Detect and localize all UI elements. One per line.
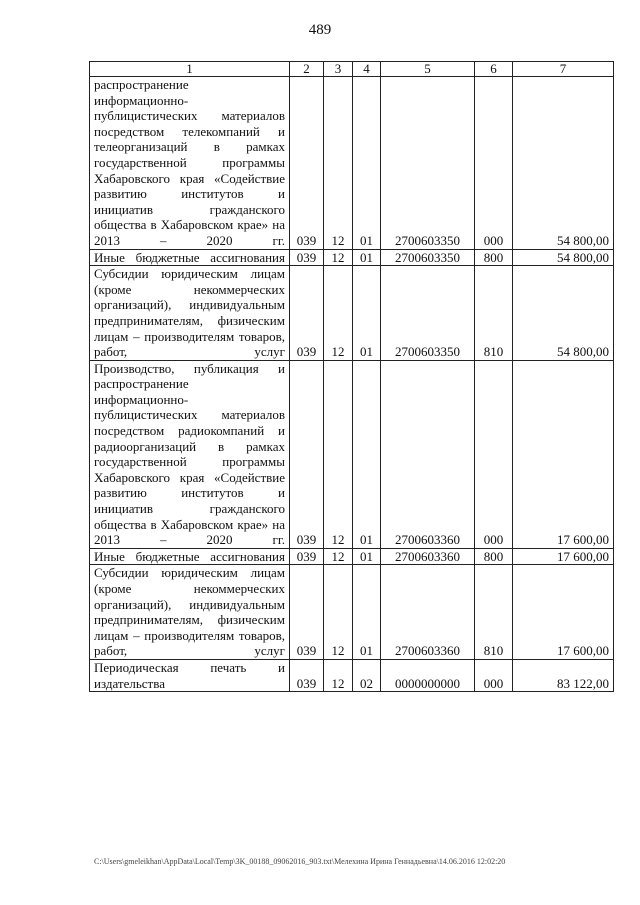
cell-admin-code: 039 xyxy=(290,548,324,565)
cell-subsection: 01 xyxy=(353,77,381,250)
header-cell: 1 xyxy=(90,62,290,77)
cell-amount: 17 600,00 xyxy=(513,565,614,660)
cell-section: 12 xyxy=(324,659,353,691)
row-name: Иные бюджетные ассигнования xyxy=(90,249,290,266)
cell-expense-type: 810 xyxy=(475,266,513,361)
cell-subsection: 01 xyxy=(353,249,381,266)
cell-admin-code: 039 xyxy=(290,266,324,361)
cell-amount: 54 800,00 xyxy=(513,249,614,266)
cell-amount: 54 800,00 xyxy=(513,266,614,361)
cell-amount: 17 600,00 xyxy=(513,548,614,565)
table-header-row xyxy=(90,62,614,77)
table-row xyxy=(90,77,614,250)
cell-expense-type: 800 xyxy=(475,249,513,266)
cell-admin-code: 039 xyxy=(290,249,324,266)
table-row xyxy=(90,360,614,548)
cell-expense-type: 800 xyxy=(475,548,513,565)
cell-section: 12 xyxy=(324,77,353,250)
header-cell: 5 xyxy=(381,62,475,77)
cell-admin-code: 039 xyxy=(290,659,324,691)
header-cell: 3 xyxy=(324,62,353,77)
row-name: Производство, публикация и распространение информационно-публицистических материалов посредством радиокомпаний и радиоорганизаций в рамках государственной программы Хабаровского края «Содействие развитию институтов и инициатив гражданского общества в Хабаровском крае» на 2013 – 2020 гг. xyxy=(90,360,290,548)
table-row xyxy=(90,548,614,565)
cell-section: 12 xyxy=(324,249,353,266)
cell-amount: 54 800,00 xyxy=(513,77,614,250)
row-name: Периодическая печать и издательства xyxy=(90,659,290,691)
table-row xyxy=(90,659,614,691)
row-name: Субсидии юридическим лицам (кроме некоммерческих организаций), индивидуальным предпринимателям, физическим лицам – производителям товаров, работ, услуг xyxy=(90,565,290,660)
cell-expense-type: 000 xyxy=(475,77,513,250)
header-cell: 6 xyxy=(475,62,513,77)
page-number: 489 xyxy=(308,22,332,38)
header-cell: 2 xyxy=(290,62,324,77)
cell-section: 12 xyxy=(324,360,353,548)
row-name: Иные бюджетные ассигнования xyxy=(90,548,290,565)
cell-target-article: 2700603350 xyxy=(381,249,475,266)
cell-admin-code: 039 xyxy=(290,77,324,250)
row-name: Субсидии юридическим лицам (кроме некоммерческих организаций), индивидуальным предпринимателям, физическим лицам – производителям товаров, работ, услуг xyxy=(90,266,290,361)
cell-subsection: 02 xyxy=(353,659,381,691)
cell-section: 12 xyxy=(324,565,353,660)
cell-expense-type: 000 xyxy=(475,659,513,691)
cell-subsection: 01 xyxy=(353,548,381,565)
row-name: распространение информационно-публицистических материалов посредством телекомпаний и телеорганизаций в рамках государственной программы Хабаровского края «Содействие развитию институтов и инициатив гражданского общества в Хабаровском крае» на 2013 – 2020 гг. xyxy=(90,77,290,250)
cell-target-article: 2700603350 xyxy=(381,266,475,361)
cell-expense-type: 000 xyxy=(475,360,513,548)
file-path-footer: C:\Users\gmeleikhan\AppData\Local\Temp\3K_00188_09062016_903.txt\Мелехина Ирина Геннадьевна\14.06.2016 12:02:20 xyxy=(94,857,506,866)
table-row xyxy=(90,249,614,266)
cell-target-article: 2700603360 xyxy=(381,565,475,660)
cell-target-article: 2700603360 xyxy=(381,548,475,565)
table-row xyxy=(90,266,614,361)
cell-target-article: 2700603360 xyxy=(381,360,475,548)
cell-expense-type: 810 xyxy=(475,565,513,660)
header-cell: 7 xyxy=(513,62,614,77)
cell-subsection: 01 xyxy=(353,360,381,548)
cell-target-article: 0000000000 xyxy=(381,659,475,691)
table-row xyxy=(90,565,614,660)
cell-amount: 17 600,00 xyxy=(513,360,614,548)
budget-table xyxy=(89,61,614,692)
cell-target-article: 2700603350 xyxy=(381,77,475,250)
header-cell: 4 xyxy=(353,62,381,77)
cell-subsection: 01 xyxy=(353,565,381,660)
cell-admin-code: 039 xyxy=(290,360,324,548)
cell-section: 12 xyxy=(324,548,353,565)
cell-subsection: 01 xyxy=(353,266,381,361)
cell-admin-code: 039 xyxy=(290,565,324,660)
cell-amount: 83 122,00 xyxy=(513,659,614,691)
cell-section: 12 xyxy=(324,266,353,361)
